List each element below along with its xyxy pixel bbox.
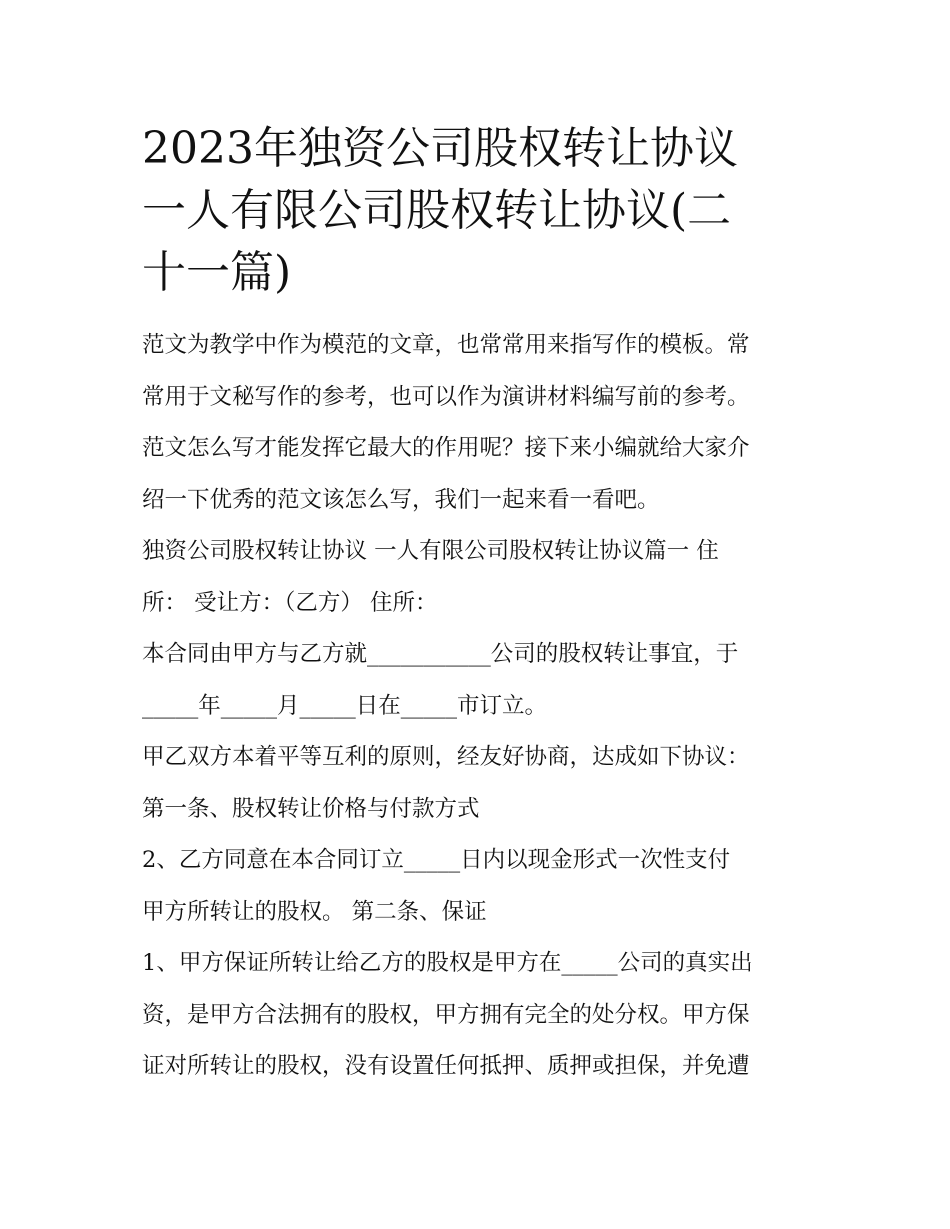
body-line: 常用于文秘写作的参考，也可以作为演讲材料编写前的参考。 xyxy=(142,383,750,410)
body-line: 证对所转让的股权，没有设置任何抵押、质押或担保，并免遭 xyxy=(142,1053,750,1079)
document-page xyxy=(142,118,814,1093)
title-line-1: 2023年独资公司股权转让协议 xyxy=(142,123,738,174)
title-line-2: 一人有限公司股权转让协议(二 xyxy=(142,185,732,236)
body-line: 2、乙方同意在本合同订立_____日内以现金形式一次性支付 xyxy=(142,847,731,873)
body-line: 资，是甲方合法拥有的股权，甲方拥有完全的处分权。甲方保 xyxy=(142,1001,750,1028)
body-line: 范文怎么写才能发挥它最大的作用呢？接下来小编就给大家介 xyxy=(142,435,750,461)
title-line-3: 十一篇) xyxy=(142,247,292,298)
body-line: 甲方所转让的股权。 第二条、保证 xyxy=(142,898,487,925)
body-line: 第一条、股权转让价格与付款方式 xyxy=(142,795,480,822)
document-title xyxy=(142,118,814,304)
document-body xyxy=(142,320,814,1093)
body-line: 1、甲方保证所转让给乙方的股权是甲方在_____公司的真实出 xyxy=(142,950,753,976)
body-line: 绍一下优秀的范文该怎么写，我们一起来看一看吧。 xyxy=(142,486,660,513)
body-line: 甲乙双方本着平等互利的原则，经友好协商，达成如下协议： xyxy=(142,744,750,770)
body-line: _____年_____月_____日在_____市订立。 xyxy=(142,692,548,719)
body-line: 所： 受让方：（乙方） 住所： xyxy=(142,589,438,616)
body-line: 独资公司股权转让协议 一人有限公司股权转让协议篇一 住 xyxy=(142,538,719,564)
body-line: 本合同由甲方与乙方就___________公司的股权转让事宜，于 xyxy=(142,641,739,667)
body-line: 范文为教学中作为模范的文章，也常常用来指写作的模板。常 xyxy=(142,332,750,358)
